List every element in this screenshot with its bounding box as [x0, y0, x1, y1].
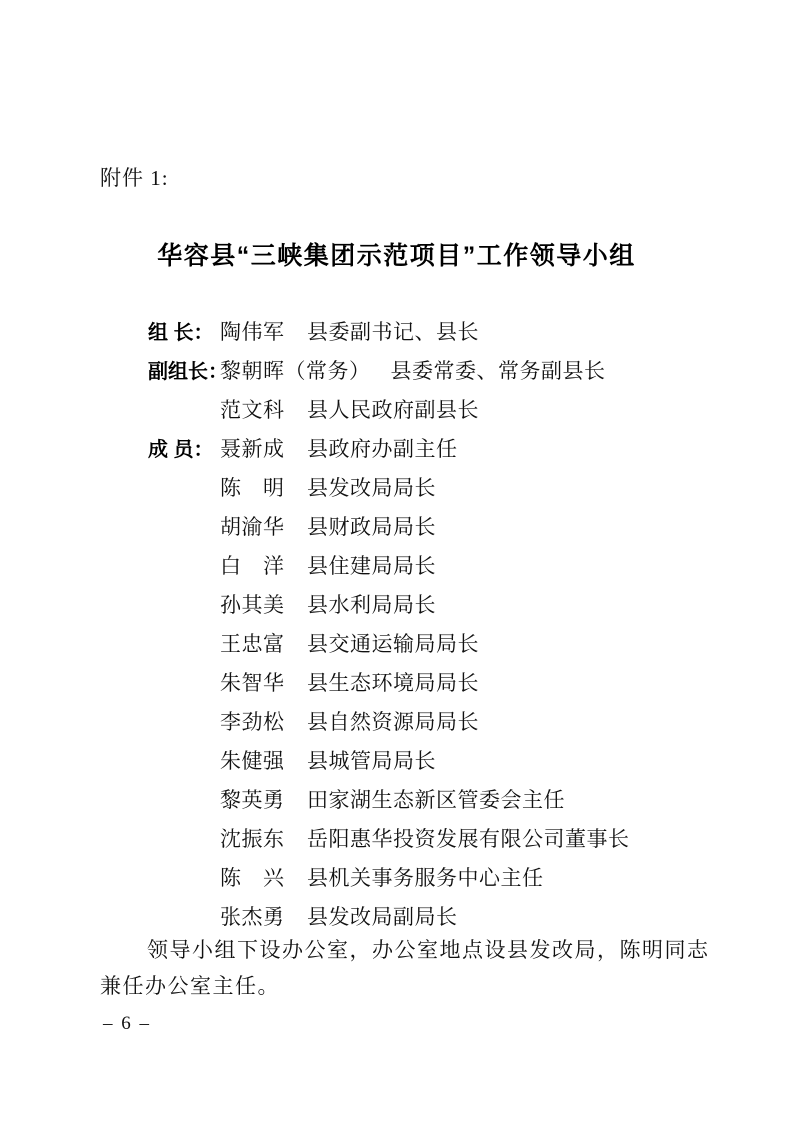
member-position: 县财政局局长 — [307, 514, 436, 539]
member-position: 县生态环境局局长 — [307, 670, 479, 695]
roster-row — [148, 389, 630, 428]
page-number: – 6 – — [103, 1013, 151, 1034]
member-name: 朱智华 — [220, 670, 285, 695]
roster-row — [148, 896, 630, 935]
member-name: 陶伟军 — [220, 319, 285, 344]
member-name: 聂新成 — [220, 436, 285, 461]
role-label: 组 长： — [148, 322, 214, 344]
member-position: 县机关事务服务中心主任 — [307, 865, 544, 890]
member-name: 黎英勇 — [220, 787, 285, 812]
member-name: 朱健强 — [220, 748, 285, 773]
member-name: 张杰勇 — [220, 904, 285, 929]
member-position: 县人民政府副县长 — [307, 397, 479, 422]
member-name: 白 洋 — [220, 553, 285, 578]
roster-row — [148, 857, 630, 896]
roster-row — [148, 506, 630, 545]
closing-paragraph-line-1: 领导小组下设办公室，办公室地点设县发改局，陈明同志 — [147, 938, 710, 962]
page-title: 华容县“三峡集团示范项目”工作领导小组 — [157, 242, 636, 270]
member-position: 县委副书记、县长 — [307, 319, 479, 344]
member-position: 县住建局局长 — [307, 553, 436, 578]
member-position: 县委常委、常务副县长 — [390, 358, 606, 383]
member-position: 岳阳惠华投资发展有限公司董事长 — [307, 826, 630, 851]
roster-row — [148, 584, 630, 623]
closing-paragraph — [100, 932, 710, 1004]
member-name: 李劲松 — [220, 709, 285, 734]
roster-row — [148, 740, 630, 779]
roster-row — [148, 623, 630, 662]
member-position: 县发改局副局长 — [307, 904, 458, 929]
roster-row — [148, 311, 630, 350]
leadership-roster — [148, 311, 630, 935]
member-name: 沈振东 — [220, 826, 285, 851]
member-position: 县交通运输局局长 — [307, 631, 479, 656]
roster-row — [148, 701, 630, 740]
role-label: 成 员： — [148, 439, 214, 461]
member-position: 县自然资源局局长 — [307, 709, 479, 734]
roster-row — [148, 662, 630, 701]
member-name: 陈 明 — [220, 475, 285, 500]
member-position: 田家湖生态新区管委会主任 — [307, 787, 565, 812]
roster-row — [148, 818, 630, 857]
member-position: 县水利局局长 — [307, 592, 436, 617]
member-name: 王忠富 — [220, 631, 285, 656]
member-position: 县城管局局长 — [307, 748, 436, 773]
member-position: 县政府办副主任 — [307, 436, 458, 461]
roster-row — [148, 350, 630, 389]
member-position: 县发改局局长 — [307, 475, 436, 500]
member-name: 陈 兴 — [220, 865, 285, 890]
role-label: 副组长： — [148, 361, 228, 383]
roster-row — [148, 779, 630, 818]
member-name: 范文科 — [220, 397, 285, 422]
roster-row — [148, 428, 630, 467]
roster-row — [148, 467, 630, 506]
member-name: 孙其美 — [220, 592, 285, 617]
roster-row — [148, 545, 630, 584]
closing-paragraph-line-2: 兼任办公室主任。 — [100, 974, 280, 998]
member-name: 胡渝华 — [220, 514, 285, 539]
attachment-label: 附件 1: — [100, 166, 169, 190]
member-name: 黎朝晖（常务） — [220, 358, 371, 383]
